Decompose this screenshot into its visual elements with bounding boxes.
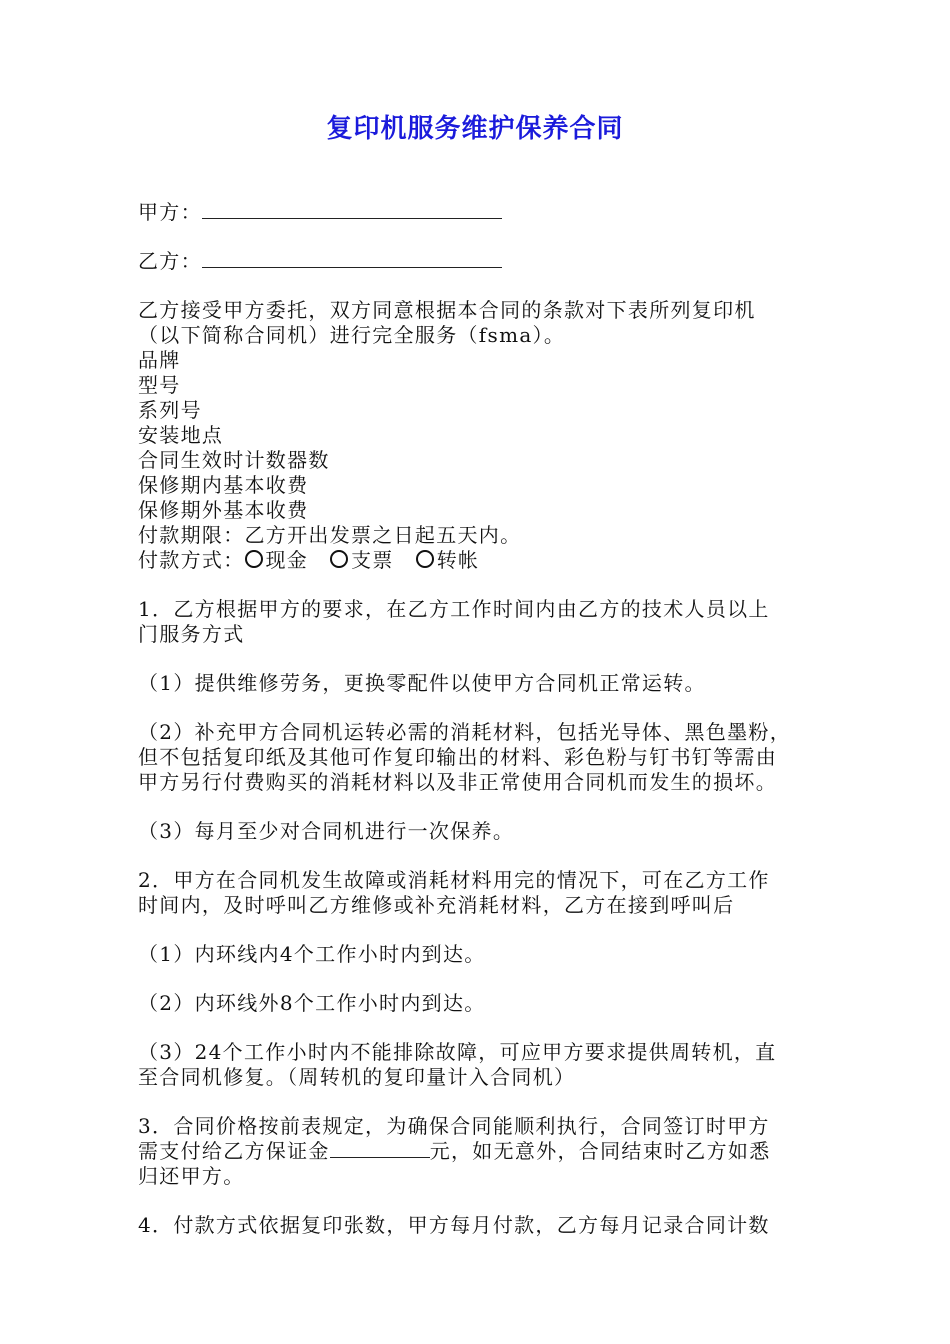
radio-circle-icon	[330, 550, 348, 568]
clause-text: （2）内环线外8个工作小时内到达。	[138, 991, 486, 1015]
clause-text: （1）提供维修劳务，更换零配件以使甲方合同机正常运转。	[138, 671, 706, 695]
clause-1-item-2	[138, 720, 828, 795]
info-item: 系列号	[138, 398, 202, 422]
payment-option-check[interactable]	[330, 548, 394, 572]
clause-1-item-3	[138, 819, 828, 844]
intro-line: （以下简称合同机）进行完全服务（fsma）。	[138, 323, 566, 347]
info-item: 保修期外基本收费	[138, 498, 309, 522]
clause-text: （3）24个工作小时内不能排除故障，可应甲方要求提供周转机，直	[138, 1040, 777, 1064]
info-item: 品牌	[138, 348, 181, 372]
clause-1-item-1	[138, 671, 828, 696]
party-a-line	[138, 200, 828, 225]
clause-text-part: 元，如无意外，合同结束时乙方如悉	[429, 1139, 771, 1163]
payment-option-label: 现金	[265, 548, 309, 572]
party-a-blank	[202, 202, 502, 219]
deposit-blank	[330, 1141, 430, 1158]
clause-text: 时间内，及时呼叫乙方维修或补充消耗材料，乙方在接到呼叫后	[138, 893, 735, 917]
clause-text: （1）内环线内4个工作小时内到达。	[138, 942, 486, 966]
clause-2-item-2	[138, 991, 828, 1016]
clause-text-part: 需支付给乙方保证金	[138, 1139, 330, 1163]
party-b-blank	[202, 251, 502, 268]
clause-4	[138, 1213, 828, 1238]
clause-1	[138, 597, 828, 647]
clause-3	[138, 1114, 828, 1189]
info-item: 安装地点	[138, 423, 224, 447]
document-body	[138, 200, 828, 1262]
document-title: 复印机服务维护保养合同	[326, 114, 624, 144]
clause-2-item-3	[138, 1040, 828, 1090]
info-item: 型号	[138, 373, 181, 397]
clause-text: 至合同机修复。（周转机的复印量计入合同机）	[138, 1065, 576, 1089]
radio-circle-icon	[245, 550, 263, 568]
payment-option-cash[interactable]	[245, 548, 309, 572]
clause-text	[138, 1139, 828, 1164]
payment-option-label: 转帐	[436, 548, 480, 572]
info-item: 合同生效时计数器数	[138, 448, 330, 472]
clause-text: 归还甲方。	[138, 1164, 245, 1188]
payment-term: 付款期限：乙方开出发票之日起五天内。	[138, 523, 522, 547]
intro-line: 乙方接受甲方委托，双方同意根据本合同的条款对下表所列复印机	[138, 298, 756, 322]
clause-text: 甲方另行付费购买的消耗材料以及非正常使用合同机而发生的损坏。	[138, 770, 777, 794]
party-b-label: 乙方：	[138, 249, 202, 273]
intro-section	[138, 298, 828, 573]
payment-option-label: 支票	[351, 548, 394, 572]
clause-text: 3．合同价格按前表规定，为确保合同能顺利执行，合同签订时甲方	[138, 1114, 770, 1138]
clause-2-item-1	[138, 942, 828, 967]
clause-text: 4．付款方式依据复印张数，甲方每月付款，乙方每月记录合同计数	[138, 1213, 770, 1237]
clause-text: （3）每月至少对合同机进行一次保养。	[138, 819, 515, 843]
payment-method-label: 付款方式：	[138, 548, 245, 572]
clause-2	[138, 868, 828, 918]
party-b-line	[138, 249, 828, 274]
radio-circle-icon	[416, 550, 434, 568]
clause-text: 1．乙方根据甲方的要求，在乙方工作时间内由乙方的技术人员以上	[138, 597, 770, 621]
payment-option-transfer[interactable]	[416, 548, 480, 572]
info-item: 保修期内基本收费	[138, 473, 309, 497]
payment-method	[138, 548, 828, 573]
clause-text: 门服务方式	[138, 622, 245, 646]
clause-text: 但不包括复印纸及其他可作复印输出的材料、彩色粉与钉书钉等需由	[138, 745, 777, 769]
clause-text: （2）补充甲方合同机运转必需的消耗材料，包括光导体、黑色墨粉，	[138, 720, 792, 744]
clause-text: 2．甲方在合同机发生故障或消耗材料用完的情况下，可在乙方工作	[138, 868, 770, 892]
party-a-label: 甲方：	[138, 200, 202, 224]
